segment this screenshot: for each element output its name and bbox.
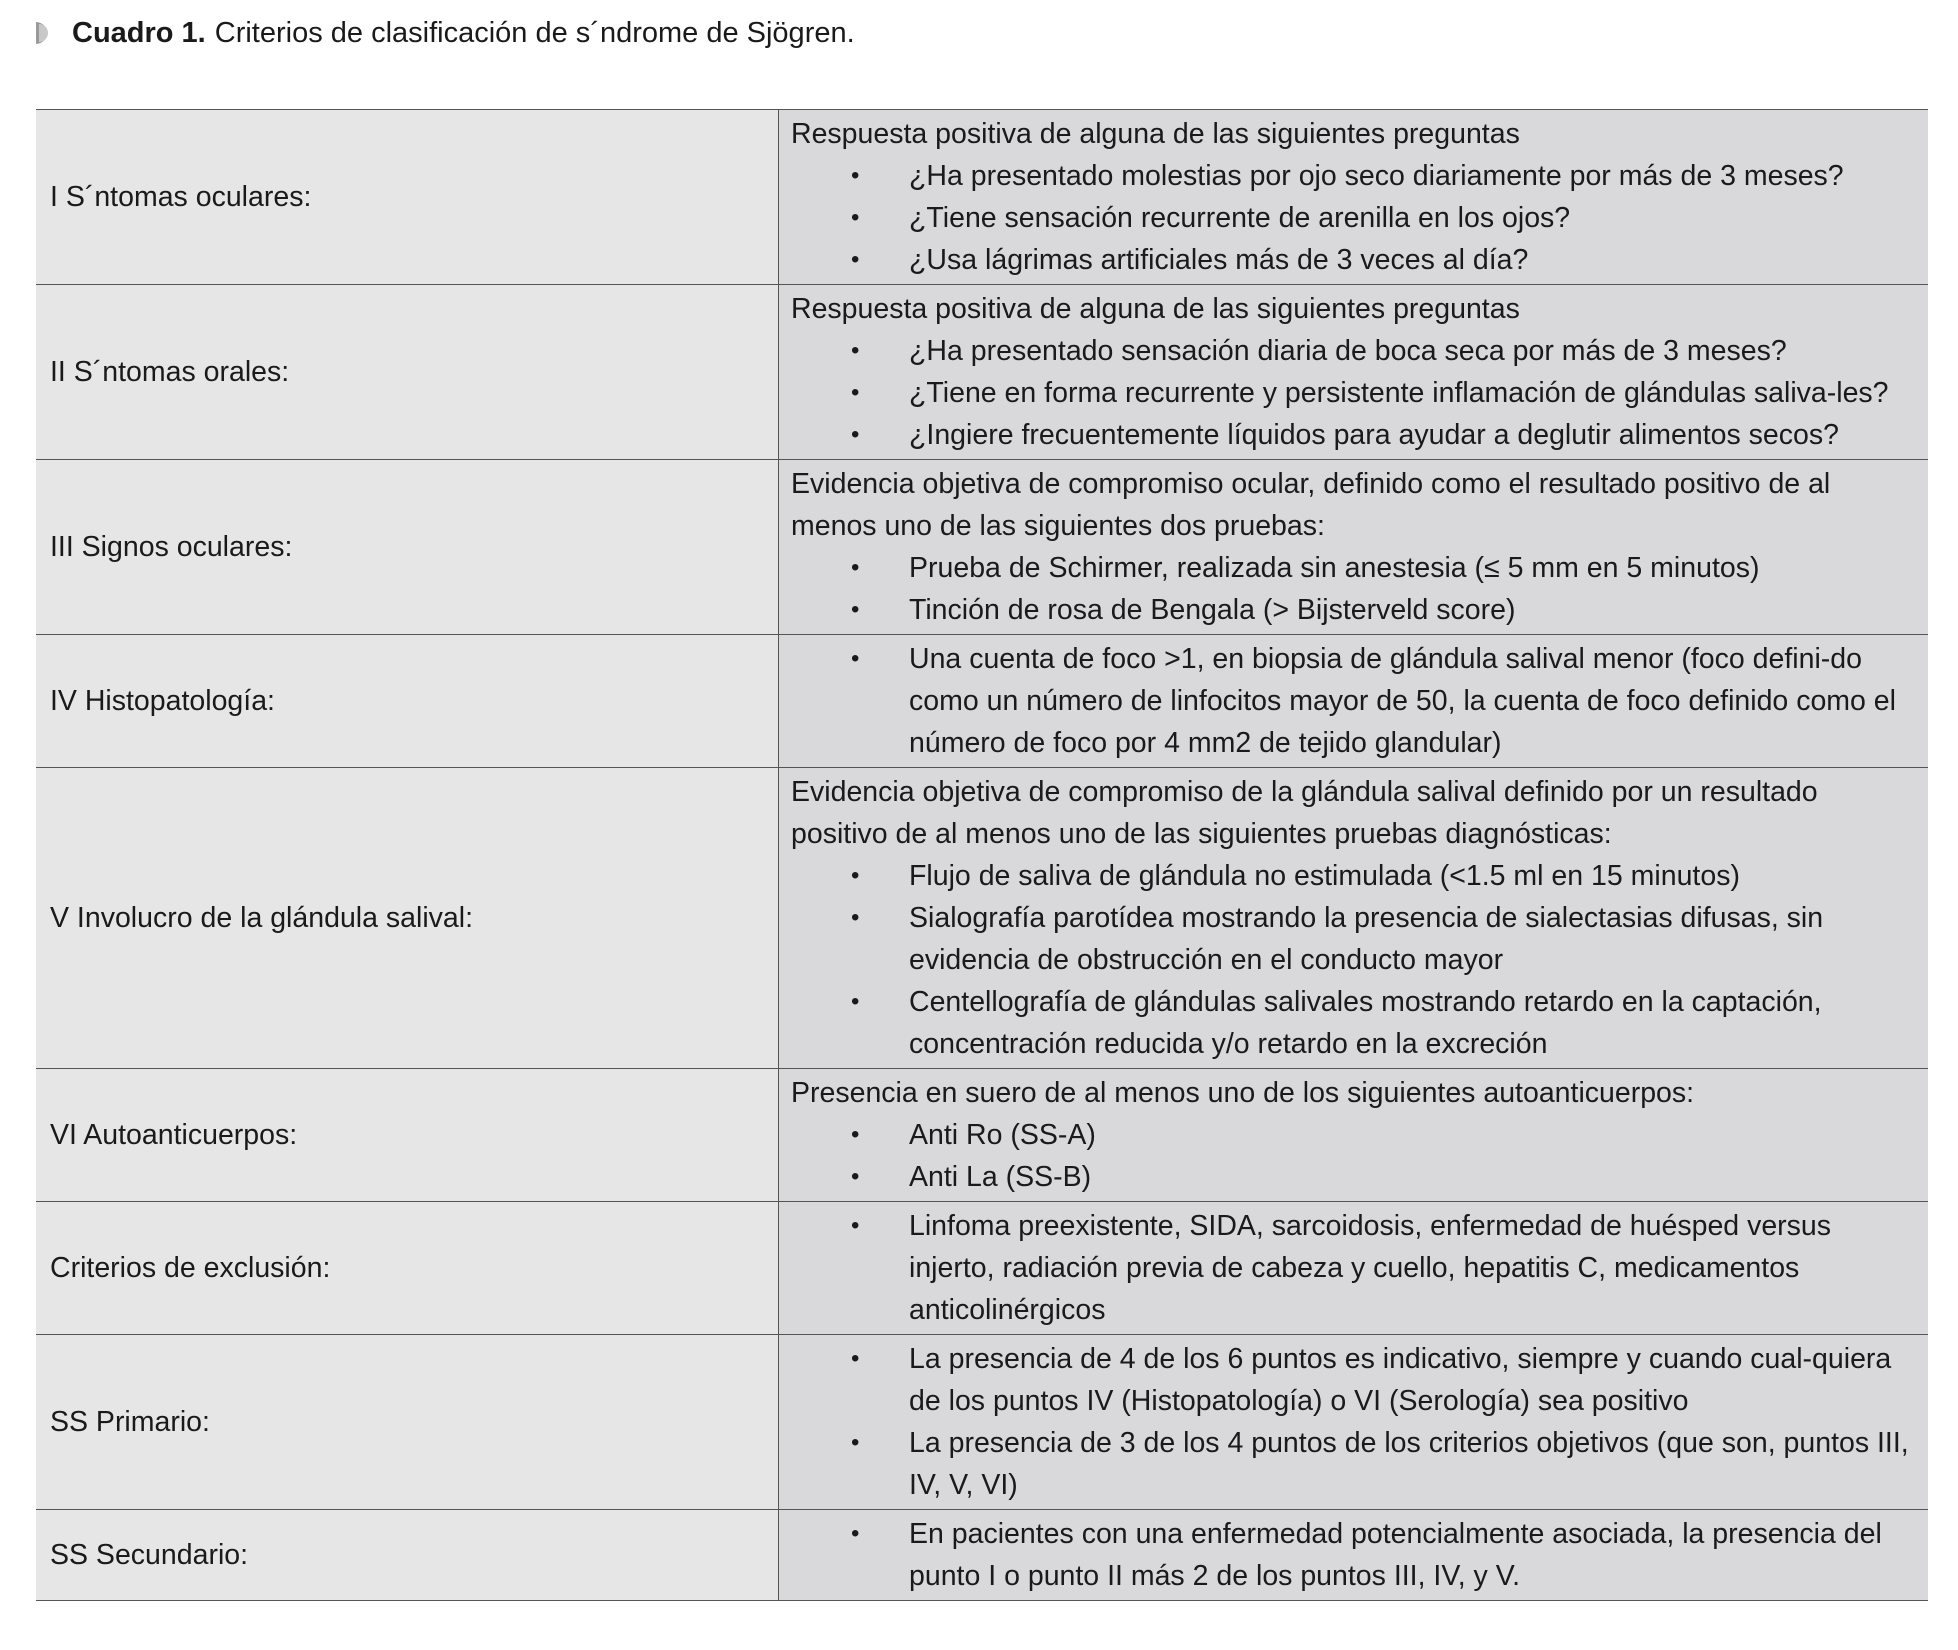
half-circle-marker-icon (36, 22, 50, 44)
table-row (36, 635, 1928, 768)
list-item: • Linfoma preexistente, SIDA, sarcoidosis, enfermedad de huésped versus injerto, radiación previa de cabeza y cuello, hepatitis C, medicamentos anticolinérgicos (791, 1205, 1918, 1331)
criterion-intro: Respuesta positiva de alguna de las siguientes preguntas (791, 118, 1520, 150)
criterion-content (779, 110, 1929, 285)
list-item: • ¿Ha presentado sensación diaria de boca seca por más de 3 meses? (791, 330, 1918, 372)
table-row (36, 768, 1928, 1069)
list-item: • La presencia de 3 de los 4 puntos de los criterios objetivos (que son, puntos III, IV, V, VI) (791, 1422, 1918, 1506)
list-item: • En pacientes con una enfermedad potencialmente asociada, la presencia del punto I o punto II más 2 de los puntos III, IV, y V. (791, 1513, 1918, 1597)
list-item: • ¿Usa lágrimas artificiales más de 3 veces al día? (791, 239, 1918, 281)
criterion-label: SS Primario: (36, 1335, 779, 1510)
criterion-content (779, 460, 1929, 635)
criterion-bullet-list (791, 1338, 1918, 1506)
criterion-bullet-list (791, 330, 1918, 456)
criterion-content (779, 1510, 1929, 1601)
list-item: • ¿Tiene sensación recurrente de arenilla en los ojos? (791, 197, 1918, 239)
criterion-content (779, 1335, 1929, 1510)
criterion-bullet-list (791, 855, 1918, 1065)
criterion-label: SS Secundario: (36, 1510, 779, 1601)
list-item: • ¿Tiene en forma recurrente y persistente inflamación de glándulas saliva-les? (791, 372, 1918, 414)
criterion-bullet-list (791, 1205, 1918, 1331)
table-row (36, 285, 1928, 460)
table-row (36, 1510, 1928, 1601)
criterion-content (779, 635, 1929, 768)
table-row (36, 1335, 1928, 1510)
criterion-label: I S´ntomas oculares: (36, 110, 779, 285)
table-row (36, 1202, 1928, 1335)
list-item: • Prueba de Schirmer, realizada sin anestesia (≤ 5 mm en 5 minutos) (791, 547, 1918, 589)
criterion-label: VI Autoanticuerpos: (36, 1069, 779, 1202)
criterion-bullet-list (791, 155, 1918, 281)
list-item: • Sialografía parotídea mostrando la presencia de sialectasias difusas, sin evidencia de obstrucción en el conducto mayor (791, 897, 1918, 981)
criterion-intro: Respuesta positiva de alguna de las siguientes preguntas (791, 293, 1520, 325)
criterion-label: II S´ntomas orales: (36, 285, 779, 460)
criterion-intro: Presencia en suero de al menos uno de los siguientes autoanticuerpos: (791, 1077, 1695, 1109)
criterion-content (779, 285, 1929, 460)
criterion-intro: Evidencia objetiva de compromiso ocular, definido como el resultado positivo de al menos uno de las siguientes dos pruebas: (791, 468, 1831, 542)
criterion-bullet-list (791, 638, 1918, 764)
criteria-table (36, 109, 1928, 1601)
list-item: • Flujo de saliva de glándula no estimulada (<1.5 ml en 15 minutos) (791, 855, 1918, 897)
criterion-content (779, 1069, 1929, 1202)
criterion-bullet-list (791, 1513, 1918, 1597)
criteria-table-body (36, 110, 1928, 1601)
criterion-bullet-list (791, 1114, 1918, 1198)
caption-number: Cuadro 1. (72, 17, 206, 49)
list-item: • Una cuenta de foco >1, en biopsia de glándula salival menor (foco defini-do como un número de linfocitos mayor de 50, la cuenta de foco definido como el número de foco por 4 mm2 de tejido glandular) (791, 638, 1918, 764)
list-item: • Anti La (SS-B) (791, 1156, 1918, 1198)
criterion-content (779, 768, 1929, 1069)
criterion-label: V Involucro de la glándula salival: (36, 768, 779, 1069)
list-item: • Centellografía de glándulas salivales mostrando retardo en la captación, concentración reducida y/o retardo en la excreción (791, 981, 1918, 1065)
caption-title: Criterios de clasificación de s´ndrome de Sjögren. (214, 17, 855, 49)
table-row (36, 110, 1928, 285)
criterion-label: Criterios de exclusión: (36, 1202, 779, 1335)
table-caption (36, 14, 855, 52)
criterion-label: IV Histopatología: (36, 635, 779, 768)
list-item: • La presencia de 4 de los 6 puntos es indicativo, siempre y cuando cual-quiera de los puntos IV (Histopatología) o VI (Serología) sea positivo (791, 1338, 1918, 1422)
list-item: • Tinción de rosa de Bengala (> Bijsterveld score) (791, 589, 1918, 631)
criterion-label: III Signos oculares: (36, 460, 779, 635)
list-item: • ¿Ha presentado molestias por ojo seco diariamente por más de 3 meses? (791, 155, 1918, 197)
list-item: • Anti Ro (SS-A) (791, 1114, 1918, 1156)
list-item: • ¿Ingiere frecuentemente líquidos para ayudar a deglutir alimentos secos? (791, 414, 1918, 456)
criterion-bullet-list (791, 547, 1918, 631)
table-row (36, 1069, 1928, 1202)
table-row (36, 460, 1928, 635)
criterion-content (779, 1202, 1929, 1335)
criterion-intro: Evidencia objetiva de compromiso de la glándula salival definido por un resultado positivo de al menos uno de las siguientes pruebas diagnósticas: (791, 776, 1818, 850)
